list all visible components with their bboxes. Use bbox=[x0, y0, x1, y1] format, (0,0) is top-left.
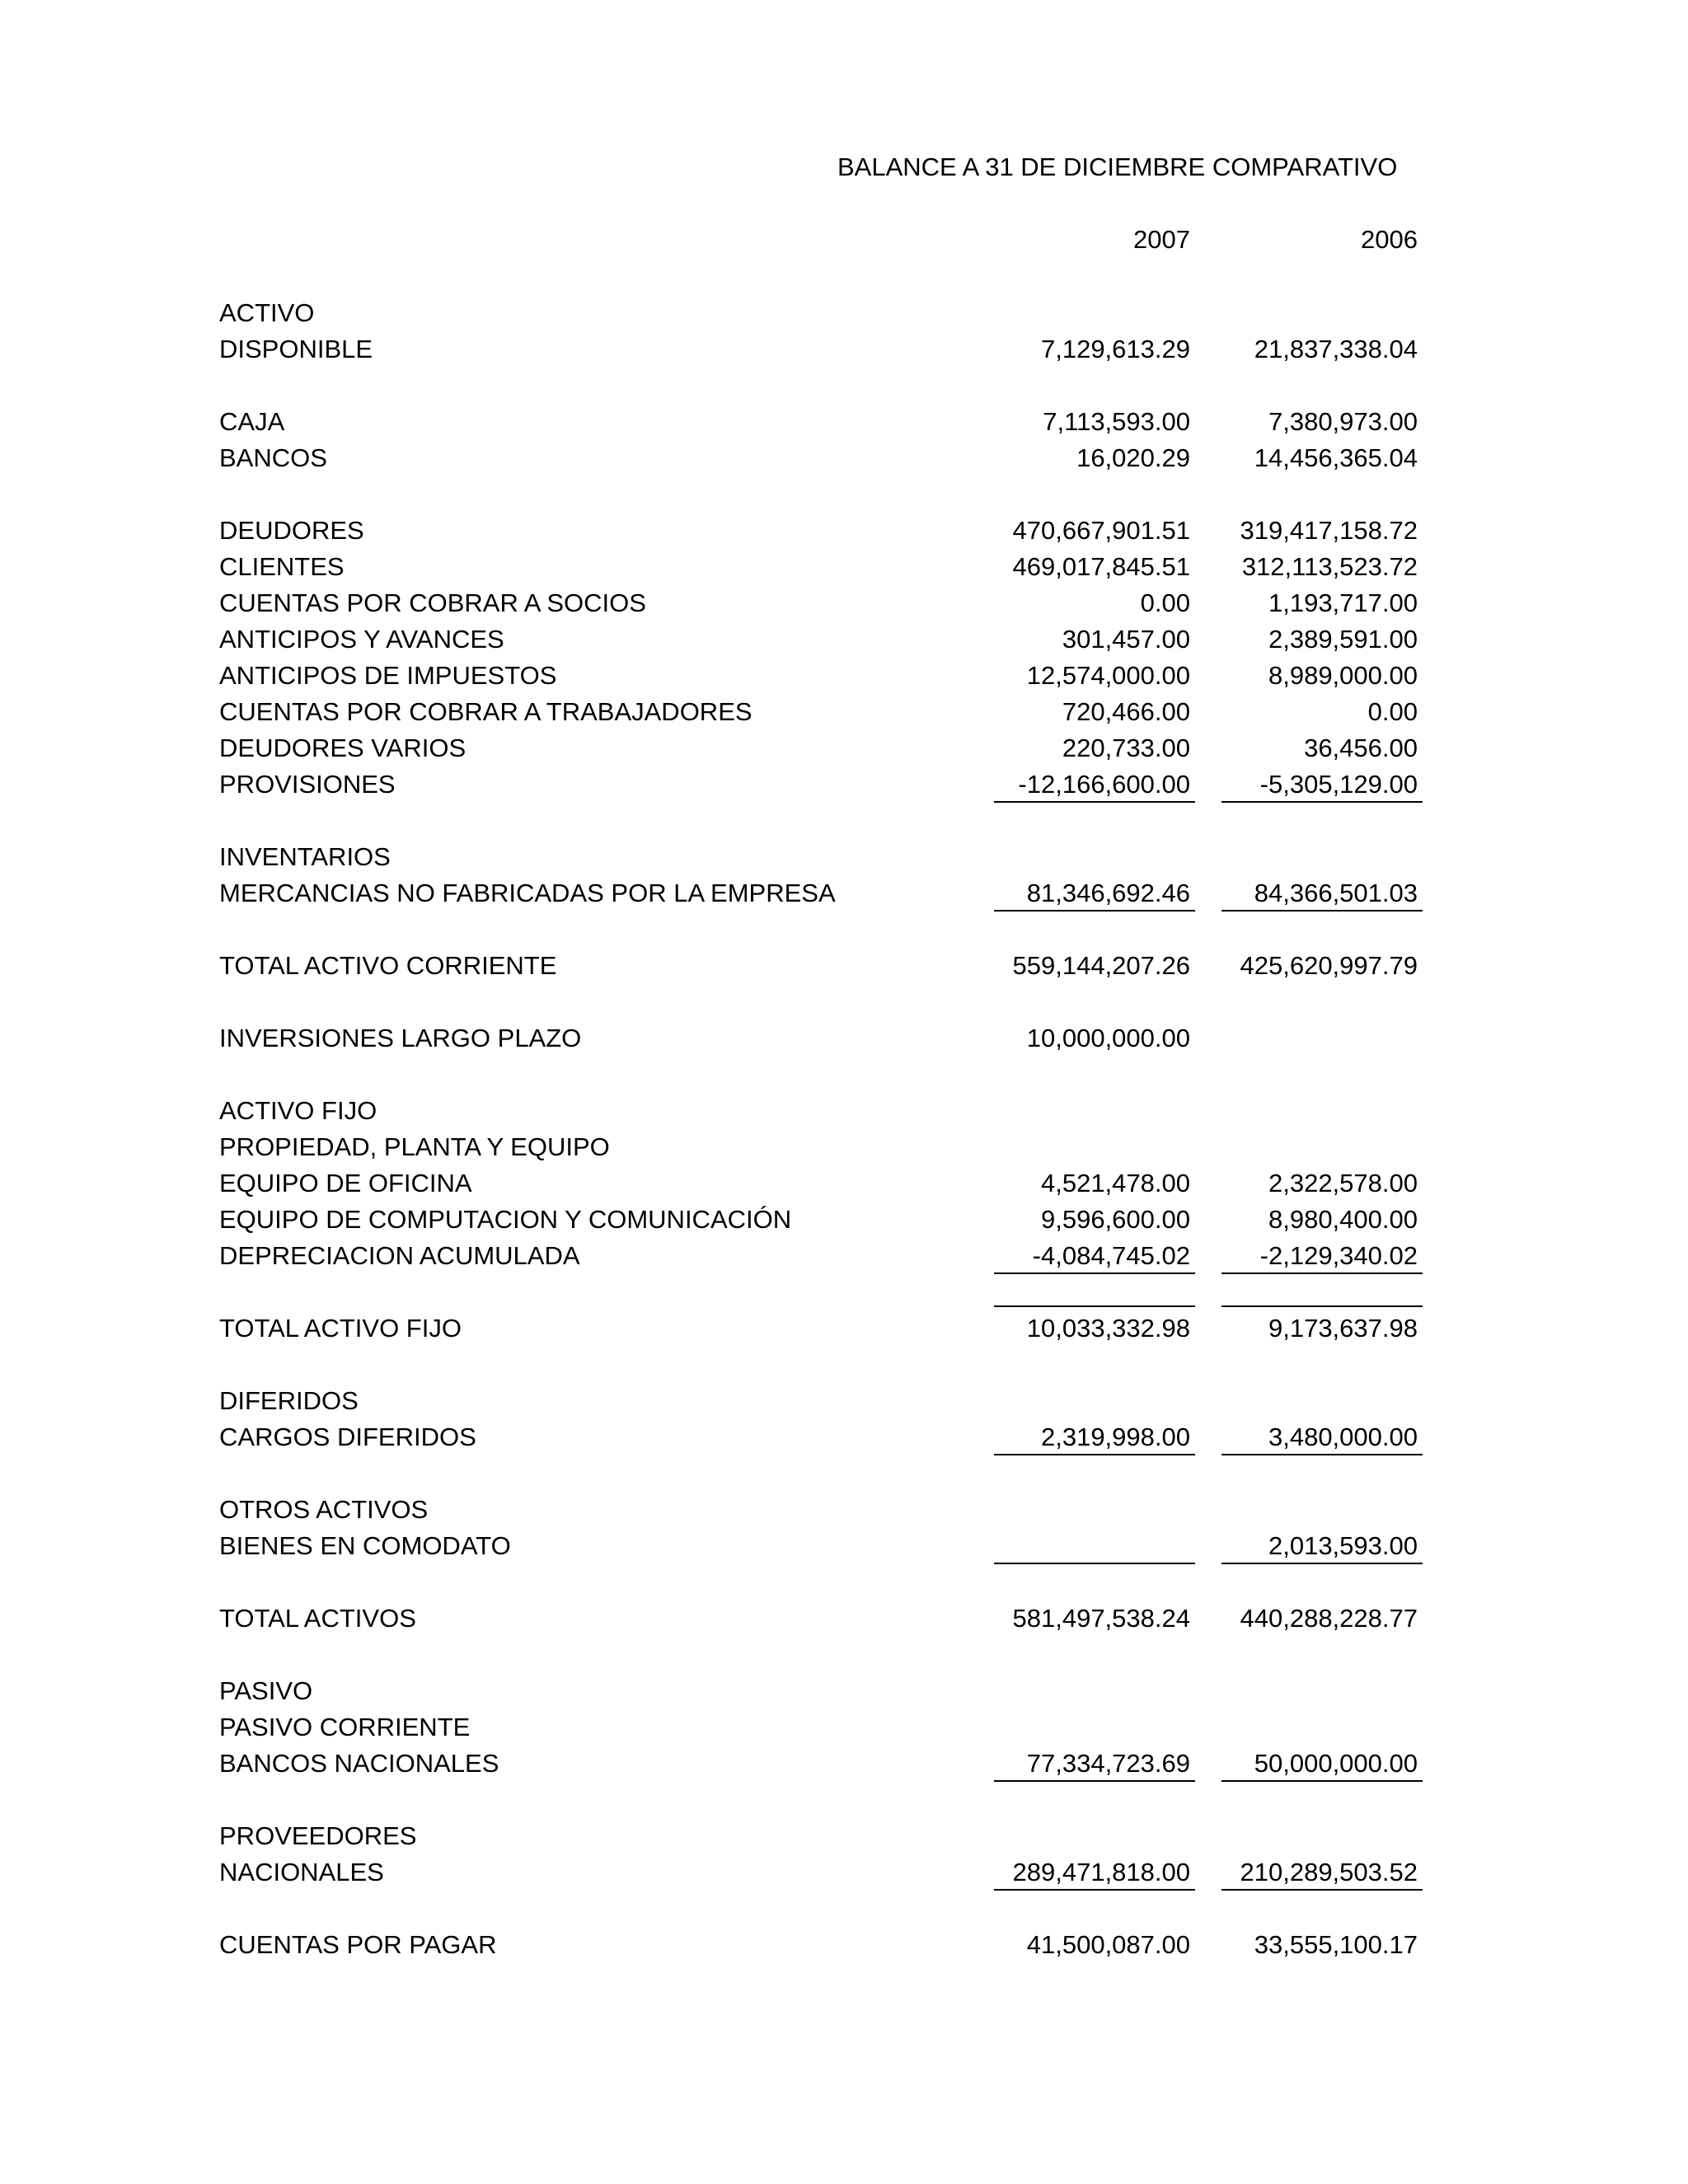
row-label: MERCANCIAS NO FABRICADAS POR LA EMPRESA bbox=[219, 879, 836, 907]
value-2006: 8,989,000.00 bbox=[1268, 661, 1418, 690]
value-2007: 720,466.00 bbox=[1062, 697, 1190, 726]
value-2007: 10,000,000.00 bbox=[1026, 1024, 1190, 1052]
value-2007: 12,574,000.00 bbox=[1026, 661, 1190, 690]
row-label: DEUDORES VARIOS bbox=[219, 733, 467, 762]
value-2006 bbox=[1221, 1818, 1423, 1854]
column-header-2007: 2007 bbox=[1133, 225, 1190, 254]
table-row bbox=[0, 1709, 1688, 1746]
value-2007: 470,667,901.51 bbox=[1012, 516, 1190, 545]
table-row bbox=[0, 766, 1688, 803]
table-row bbox=[0, 1238, 1688, 1274]
row-label: DIFERIDOS bbox=[219, 1386, 359, 1415]
row-label: ACTIVO bbox=[219, 298, 315, 327]
table-row bbox=[0, 694, 1688, 730]
page-title: BALANCE A 31 DE DICIEMBRE COMPARATIVO bbox=[837, 152, 1398, 181]
value-2007 bbox=[994, 1383, 1195, 1419]
row-label: DISPONIBLE bbox=[219, 335, 373, 363]
table-row bbox=[0, 1492, 1688, 1528]
row-label: ACTIVO FIJO bbox=[219, 1096, 377, 1125]
value-2006 bbox=[1221, 1129, 1423, 1165]
row-label: PROPIEDAD, PLANTA Y EQUIPO bbox=[219, 1132, 610, 1161]
row-label: INVENTARIOS bbox=[219, 842, 391, 871]
table-row bbox=[0, 1528, 1688, 1564]
value-2007: 77,334,723.69 bbox=[994, 1746, 1195, 1782]
table-row bbox=[0, 1310, 1688, 1347]
table-row bbox=[0, 1818, 1688, 1854]
table-row bbox=[0, 1020, 1688, 1057]
row-label: CAJA bbox=[219, 407, 285, 436]
table-row bbox=[0, 295, 1688, 331]
row-label: TOTAL ACTIVO FIJO bbox=[219, 1314, 462, 1343]
value-2007 bbox=[994, 1709, 1195, 1746]
value-2007 bbox=[994, 839, 1195, 875]
table-row bbox=[0, 440, 1688, 476]
value-2006 bbox=[1221, 1093, 1423, 1129]
value-2006: 1,193,717.00 bbox=[1268, 588, 1418, 617]
value-2006: 2,322,578.00 bbox=[1268, 1169, 1418, 1197]
value-2006: 84,366,501.03 bbox=[1221, 875, 1423, 912]
table-row bbox=[0, 1419, 1688, 1455]
value-2007 bbox=[994, 1818, 1195, 1854]
row-label: CARGOS DIFERIDOS bbox=[219, 1422, 476, 1451]
table-row bbox=[0, 1601, 1688, 1637]
row-label: ANTICIPOS DE IMPUESTOS bbox=[219, 661, 557, 690]
table-row bbox=[0, 839, 1688, 875]
value-2006: -2,129,340.02 bbox=[1221, 1238, 1423, 1274]
value-2006: 2,389,591.00 bbox=[1268, 625, 1418, 654]
table-row bbox=[0, 1165, 1688, 1202]
value-2007: 7,113,593.00 bbox=[1043, 407, 1190, 436]
value-2007 bbox=[994, 1528, 1195, 1564]
table-row bbox=[0, 1383, 1688, 1419]
value-2006 bbox=[1221, 1020, 1423, 1057]
value-2006: 0.00 bbox=[1367, 697, 1418, 726]
value-2007: 2,319,998.00 bbox=[994, 1419, 1195, 1455]
value-2007: 7,129,613.29 bbox=[1040, 335, 1190, 363]
column-header-2006: 2006 bbox=[1361, 225, 1418, 254]
value-2007 bbox=[994, 1093, 1195, 1129]
row-label: EQUIPO DE COMPUTACION Y COMUNICACIÓN bbox=[219, 1205, 792, 1234]
row-label: CUENTAS POR COBRAR A TRABAJADORES bbox=[219, 697, 753, 726]
value-2006: 50,000,000.00 bbox=[1221, 1746, 1423, 1782]
table-row bbox=[0, 730, 1688, 766]
table-row bbox=[0, 585, 1688, 621]
value-2007 bbox=[994, 1129, 1195, 1165]
row-label: OTROS ACTIVOS bbox=[219, 1495, 429, 1524]
value-2007: 9,596,600.00 bbox=[1040, 1205, 1190, 1234]
table-row bbox=[0, 1746, 1688, 1782]
row-label: DEUDORES bbox=[219, 516, 364, 545]
row-label: NACIONALES bbox=[219, 1858, 384, 1886]
table-row bbox=[0, 1927, 1688, 1963]
row-label: BIENES EN COMODATO bbox=[219, 1531, 511, 1560]
row-label: INVERSIONES LARGO PLAZO bbox=[219, 1024, 582, 1052]
value-2006 bbox=[1221, 1709, 1423, 1746]
value-2006 bbox=[1221, 295, 1423, 331]
value-2006: 440,288,228.77 bbox=[1240, 1604, 1418, 1633]
value-2006: 9,173,637.98 bbox=[1268, 1314, 1418, 1343]
value-2007: 4,521,478.00 bbox=[1040, 1169, 1190, 1197]
total-rule-2006 bbox=[1221, 1305, 1423, 1307]
value-2007: 41,500,087.00 bbox=[1026, 1930, 1190, 1959]
value-2006: -5,305,129.00 bbox=[1221, 766, 1423, 803]
value-2006: 3,480,000.00 bbox=[1221, 1419, 1423, 1455]
total-rule-2007 bbox=[994, 1305, 1195, 1307]
value-2006: 2,013,593.00 bbox=[1221, 1528, 1423, 1564]
value-2007: 10,033,332.98 bbox=[1026, 1314, 1190, 1343]
value-2006: 21,837,338.04 bbox=[1254, 335, 1418, 363]
row-label: BANCOS NACIONALES bbox=[219, 1749, 499, 1778]
table-row bbox=[0, 1129, 1688, 1165]
row-label: CLIENTES bbox=[219, 552, 345, 581]
row-label: TOTAL ACTIVO CORRIENTE bbox=[219, 951, 557, 980]
table-row bbox=[0, 948, 1688, 984]
value-2006 bbox=[1221, 1673, 1423, 1709]
value-2006: 312,113,523.72 bbox=[1241, 552, 1418, 581]
row-label: CUENTAS POR PAGAR bbox=[219, 1930, 497, 1959]
value-2007: 581,497,538.24 bbox=[1012, 1604, 1190, 1633]
row-label: TOTAL ACTIVOS bbox=[219, 1604, 416, 1633]
value-2006: 319,417,158.72 bbox=[1240, 516, 1418, 545]
value-2007 bbox=[994, 1673, 1195, 1709]
row-label: PROVISIONES bbox=[219, 770, 396, 799]
value-2007 bbox=[994, 295, 1195, 331]
row-label: DEPRECIACION ACUMULADA bbox=[219, 1241, 580, 1270]
value-2007: 469,017,845.51 bbox=[1012, 552, 1190, 581]
value-2007: 301,457.00 bbox=[1062, 625, 1190, 654]
value-2006 bbox=[1221, 1492, 1423, 1528]
row-label: EQUIPO DE OFICINA bbox=[219, 1169, 472, 1197]
value-2007: 16,020.29 bbox=[1076, 443, 1190, 472]
value-2007: 559,144,207.26 bbox=[1012, 951, 1190, 980]
row-label: PASIVO bbox=[219, 1676, 313, 1705]
table-row bbox=[0, 875, 1688, 912]
row-label: BANCOS bbox=[219, 443, 327, 472]
value-2007: -12,166,600.00 bbox=[994, 766, 1195, 803]
row-label: PROVEEDORES bbox=[219, 1821, 417, 1850]
row-label: ANTICIPOS Y AVANCES bbox=[219, 625, 504, 654]
table-row bbox=[0, 404, 1688, 440]
row-label: PASIVO CORRIENTE bbox=[219, 1713, 471, 1741]
value-2006: 210,289,503.52 bbox=[1221, 1854, 1423, 1891]
table-row bbox=[0, 513, 1688, 549]
table-row bbox=[0, 1673, 1688, 1709]
value-2006: 14,456,365.04 bbox=[1254, 443, 1418, 472]
table-row bbox=[0, 331, 1688, 368]
value-2006: 8,980,400.00 bbox=[1268, 1205, 1418, 1234]
value-2007: 81,346,692.46 bbox=[994, 875, 1195, 912]
value-2006: 36,456.00 bbox=[1304, 733, 1418, 762]
value-2007: -4,084,745.02 bbox=[994, 1238, 1195, 1274]
value-2006: 7,380,973.00 bbox=[1268, 407, 1418, 436]
table-row bbox=[0, 1854, 1688, 1891]
value-2007: 289,471,818.00 bbox=[994, 1854, 1195, 1891]
table-row bbox=[0, 1202, 1688, 1238]
value-2007: 0.00 bbox=[1140, 588, 1190, 617]
value-2007 bbox=[994, 1492, 1195, 1528]
value-2006 bbox=[1221, 839, 1423, 875]
value-2007: 220,733.00 bbox=[1062, 733, 1190, 762]
value-2006 bbox=[1221, 1383, 1423, 1419]
value-2006: 425,620,997.79 bbox=[1240, 951, 1418, 980]
table-row bbox=[0, 549, 1688, 585]
row-label: CUENTAS POR COBRAR A SOCIOS bbox=[219, 588, 646, 617]
table-row bbox=[0, 1093, 1688, 1129]
table-row bbox=[0, 658, 1688, 694]
table-row bbox=[0, 621, 1688, 658]
value-2006: 33,555,100.17 bbox=[1254, 1930, 1418, 1959]
